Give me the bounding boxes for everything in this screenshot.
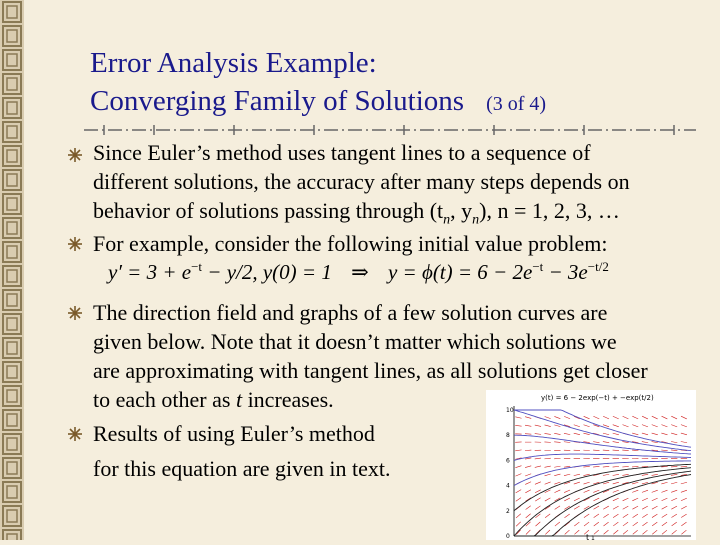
direction-arrow	[671, 474, 677, 475]
title-line-1: Error Analysis Example:	[90, 44, 546, 82]
title-line-2: Converging Family of Solutions	[90, 85, 464, 117]
direction-arrow	[535, 498, 540, 501]
direction-arrow	[642, 474, 648, 475]
direction-arrow	[652, 514, 657, 517]
direction-arrow	[613, 450, 619, 451]
direction-arrow	[632, 466, 638, 467]
direction-arrow	[672, 522, 677, 526]
direction-arrow	[652, 506, 658, 509]
direction-arrow	[613, 530, 618, 534]
direction-arrow	[526, 514, 531, 518]
figure-y-tick-label: 2	[506, 508, 510, 515]
initial-value-equation: $y' = 3 + e^{-t} - y/2$, y(0) = 1 ⇒ $y = \phi(t) = 6 - 2e^{-t} - 3e^{-t/2}$	[108, 259, 609, 285]
direction-arrow	[525, 474, 531, 476]
bullet-3-text: The direction field and graphs of a few solution curves are given below. Note that it doesn’t matter which solutions we are approximating with tangent lines, as all solutions get closer to each other as t increases.	[93, 298, 648, 414]
direction-arrow	[603, 482, 609, 484]
direction-arrow	[671, 498, 677, 501]
direction-arrow	[574, 506, 579, 509]
figure-y-tick-label: 4	[506, 483, 510, 490]
direction-arrow	[574, 482, 580, 484]
direction-arrow	[564, 490, 570, 493]
slide-title	[90, 44, 546, 123]
direction-arrow	[671, 490, 677, 492]
figure-y-tick-label: 8	[506, 432, 510, 439]
direction-arrow	[564, 466, 570, 467]
direction-arrow	[603, 514, 608, 518]
direction-arrow	[622, 450, 628, 451]
direction-arrow	[661, 433, 667, 435]
direction-arrow	[564, 514, 569, 518]
direction-arrow	[525, 425, 531, 426]
solution-curve	[514, 475, 691, 537]
direction-arrow	[554, 466, 560, 467]
direction-arrow	[603, 474, 609, 475]
direction-arrow	[662, 506, 668, 509]
direction-arrow	[662, 416, 668, 419]
direction-arrow	[632, 425, 638, 427]
direction-arrow	[554, 490, 560, 493]
direction-arrow	[603, 416, 609, 419]
direction-arrow	[544, 466, 550, 467]
direction-arrow	[516, 514, 521, 518]
direction-arrow	[584, 522, 589, 526]
direction-arrow	[574, 474, 580, 475]
direction-arrow	[525, 458, 531, 459]
direction-arrow	[545, 514, 550, 518]
direction-arrow	[545, 482, 551, 484]
direction-arrow	[594, 522, 599, 526]
direction-arrow	[604, 530, 609, 534]
direction-arrow	[623, 416, 629, 419]
bullet-2-text: For example, consider the following initial value problem:	[93, 229, 607, 258]
solution-curve	[514, 410, 691, 447]
direction-arrow	[642, 506, 648, 509]
direction-arrow	[525, 434, 531, 435]
direction-arrow	[623, 498, 629, 501]
left-decorative-strip	[0, 0, 24, 540]
direction-arrow	[681, 416, 687, 419]
direction-arrow	[526, 522, 531, 526]
direction-arrow	[515, 466, 521, 468]
direction-arrow	[613, 433, 619, 435]
direction-arrow	[671, 466, 677, 467]
direction-arrow	[525, 466, 531, 468]
direction-arrow	[564, 506, 569, 509]
direction-arrow	[584, 416, 590, 419]
direction-arrow	[681, 442, 687, 443]
direction-arrow	[643, 530, 648, 534]
direction-arrow	[584, 482, 590, 484]
direction-arrow	[652, 433, 658, 435]
direction-arrow	[613, 490, 619, 492]
direction-arrow	[652, 425, 658, 427]
bullet-star-icon	[68, 306, 82, 320]
direction-arrow	[642, 425, 648, 427]
direction-arrow	[564, 474, 570, 476]
direction-arrow	[603, 506, 609, 509]
direction-arrow	[574, 530, 579, 534]
direction-field-plot	[486, 390, 696, 540]
direction-arrow	[554, 416, 560, 418]
bullet-1-text: Since Euler’s method uses tangent lines to a sequence of different solutions, the accuracy after many steps depends on behavior of solutions passing through ($t_n$, $y_n$), n = 1, 2, 3, …	[93, 138, 630, 234]
direction-arrow	[603, 442, 609, 443]
direction-arrow	[613, 514, 618, 518]
solution-curve	[514, 468, 691, 536]
direction-arrow	[583, 466, 589, 467]
direction-arrow	[554, 425, 560, 427]
direction-arrow	[594, 506, 600, 509]
direction-arrow	[545, 425, 551, 427]
direction-arrow	[671, 506, 677, 509]
solution-curve	[514, 410, 691, 451]
direction-arrow	[622, 466, 628, 467]
bullet-star-icon	[68, 148, 82, 162]
direction-arrow	[594, 530, 599, 534]
direction-arrow	[661, 466, 667, 467]
direction-arrow	[652, 498, 658, 501]
direction-arrow	[535, 466, 541, 467]
direction-arrow	[535, 458, 541, 459]
direction-arrow	[516, 498, 521, 502]
direction-arrow	[545, 530, 550, 534]
direction-arrow	[613, 506, 619, 509]
direction-arrow	[613, 474, 619, 475]
direction-arrow	[642, 416, 648, 419]
direction-arrow	[544, 433, 550, 434]
direction-arrow	[564, 433, 570, 434]
direction-arrow	[632, 506, 638, 509]
direction-arrow	[564, 442, 570, 443]
direction-arrow	[681, 482, 687, 484]
direction-arrow	[681, 425, 687, 427]
direction-arrow	[565, 530, 570, 534]
direction-arrow	[535, 434, 541, 435]
direction-arrow	[681, 530, 686, 534]
direction-arrow	[593, 490, 599, 492]
direction-arrow	[593, 442, 599, 443]
direction-arrow	[583, 433, 589, 435]
direction-arrow	[681, 506, 687, 509]
direction-arrow	[662, 498, 668, 501]
direction-arrow	[623, 522, 628, 526]
direction-arrow	[681, 522, 686, 526]
direction-arrow	[574, 425, 580, 427]
direction-arrow	[544, 458, 550, 459]
direction-arrow	[584, 490, 590, 492]
direction-arrow	[681, 514, 686, 517]
direction-arrow	[662, 514, 667, 517]
direction-arrow	[554, 482, 560, 484]
direction-arrow	[603, 433, 609, 435]
direction-arrow	[526, 506, 531, 510]
direction-arrow	[545, 474, 551, 476]
direction-arrow	[525, 490, 531, 493]
direction-arrow	[652, 530, 657, 534]
direction-arrow	[633, 530, 638, 534]
direction-arrow	[515, 474, 521, 476]
direction-arrow	[662, 530, 667, 534]
direction-arrow	[613, 442, 619, 443]
direction-arrow	[671, 482, 677, 484]
direction-arrow	[613, 425, 619, 427]
direction-arrow	[652, 522, 657, 526]
direction-arrow	[613, 416, 619, 419]
direction-arrow	[681, 490, 687, 492]
figure-y-tick-label: 0	[506, 533, 510, 540]
direction-arrow	[613, 482, 619, 484]
solution-curve	[514, 454, 691, 460]
direction-arrow	[633, 514, 638, 517]
direction-arrow	[632, 450, 638, 451]
bullet-4-text: Results of using Euler’s method for this equation are given in text.	[93, 419, 391, 483]
direction-arrow	[603, 466, 609, 467]
title-part-label: (3 of 4)	[486, 93, 546, 115]
direction-arrow	[574, 433, 580, 434]
direction-arrow	[525, 482, 531, 485]
direction-arrow	[545, 417, 551, 419]
direction-arrow	[681, 498, 687, 501]
direction-arrow	[535, 425, 541, 426]
direction-arrow	[525, 450, 531, 451]
direction-arrow	[574, 522, 579, 526]
direction-arrow	[642, 442, 648, 443]
direction-arrow	[565, 522, 570, 526]
direction-arrow	[632, 490, 638, 492]
figure-y-tick-label: 6	[506, 457, 510, 464]
direction-arrow	[671, 514, 676, 517]
direction-arrow	[613, 522, 618, 526]
direction-arrow	[554, 433, 560, 434]
direction-arrow	[671, 450, 677, 451]
direction-arrow	[623, 425, 629, 427]
direction-arrow	[583, 474, 589, 475]
direction-arrow	[642, 522, 647, 526]
direction-arrow	[526, 530, 530, 535]
direction-arrow	[632, 482, 638, 484]
direction-arrow	[584, 514, 589, 518]
direction-arrow	[642, 514, 647, 517]
direction-arrow	[574, 498, 580, 501]
direction-arrow	[515, 425, 521, 426]
direction-arrow	[516, 490, 521, 493]
chain-pattern-icon	[0, 0, 24, 540]
direction-arrow	[564, 416, 570, 418]
direction-arrow	[642, 490, 648, 492]
solution-curve	[514, 464, 691, 511]
direction-arrow	[594, 514, 599, 518]
figure-x-tick: t	[586, 533, 589, 540]
direction-arrow	[535, 490, 541, 493]
direction-arrow	[652, 416, 658, 419]
direction-arrow	[515, 450, 521, 451]
figure-caption: y(t) = 6 − 2exp(−t) + −exp(t/2)	[541, 394, 654, 402]
direction-arrow	[623, 514, 628, 517]
direction-arrow	[613, 498, 619, 501]
direction-arrow	[564, 498, 570, 501]
direction-field-figure	[486, 390, 696, 540]
direction-arrow	[555, 506, 560, 509]
direction-arrow	[672, 530, 677, 534]
title-divider-rule	[84, 124, 696, 136]
direction-arrow	[535, 482, 541, 484]
direction-arrow	[623, 530, 628, 534]
direction-arrow	[661, 450, 667, 451]
direction-arrow	[671, 433, 677, 435]
direction-arrow	[661, 425, 667, 427]
direction-arrow	[652, 474, 658, 475]
direction-arrow	[662, 522, 667, 526]
direction-arrow	[642, 433, 648, 435]
direction-arrow	[671, 442, 677, 443]
direction-arrow	[632, 498, 638, 501]
direction-arrow	[603, 425, 609, 427]
direction-arrow	[671, 416, 677, 419]
direction-arrow	[671, 425, 677, 427]
figure-y-tick-label: 10	[506, 407, 514, 414]
direction-arrow	[622, 474, 628, 475]
direction-arrow	[613, 466, 619, 467]
bullet-star-icon	[68, 237, 82, 251]
direction-arrow	[554, 474, 560, 476]
direction-arrow	[554, 442, 560, 443]
direction-arrow	[593, 416, 599, 419]
direction-arrow	[555, 522, 560, 526]
direction-arrow	[525, 417, 531, 419]
direction-arrow	[603, 522, 608, 526]
direction-arrow	[632, 416, 638, 419]
solution-curve	[514, 471, 691, 536]
direction-arrow	[545, 498, 551, 501]
direction-arrow	[681, 433, 687, 435]
figure-x-sub: 1	[591, 535, 595, 540]
direction-arrow	[642, 498, 648, 501]
direction-arrow	[632, 433, 638, 435]
direction-arrow	[593, 498, 599, 501]
direction-arrow	[652, 490, 658, 492]
bullet-star-icon	[68, 427, 82, 441]
solution-curve	[514, 435, 691, 454]
direction-arrow	[593, 466, 599, 467]
direction-arrow	[554, 458, 560, 459]
direction-arrow	[535, 506, 540, 510]
direction-arrow	[633, 522, 638, 526]
direction-arrow	[515, 417, 521, 418]
direction-arrow	[584, 425, 590, 427]
direction-arrow	[661, 490, 667, 492]
direction-arrow	[516, 522, 521, 526]
direction-arrow	[623, 506, 629, 509]
direction-arrow	[535, 522, 540, 526]
direction-arrow	[661, 482, 667, 484]
